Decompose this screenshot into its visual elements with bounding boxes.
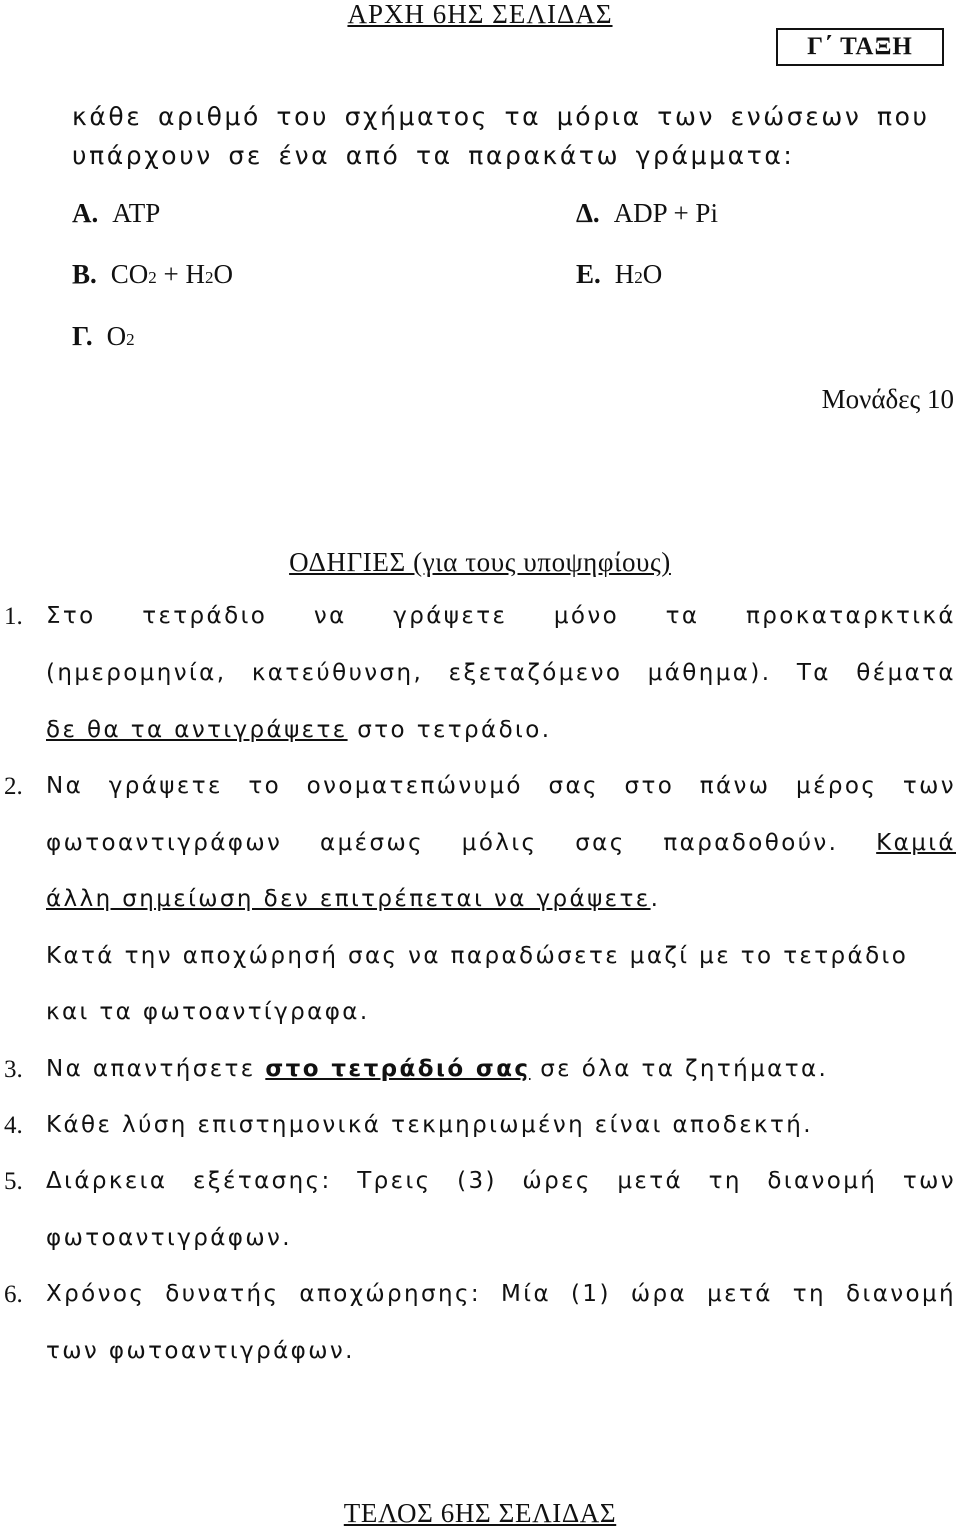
class-label-box: Γ΄ ΤΑΞΗ [776, 28, 944, 66]
instruction-5-line-2: φωτοαντιγράφων. [46, 1225, 292, 1251]
option-e-part: H [614, 259, 635, 289]
instruction-1-line-1: Στο τετράδιο να γράψετε μόνο τα προκαταρκτικά [46, 603, 956, 629]
instruction-3-line [46, 1056, 956, 1082]
instruction-1-number: 1. [4, 603, 23, 630]
option-e-letter: Ε. [576, 259, 601, 289]
option-e-sub: 2 [634, 268, 643, 287]
option-a [72, 198, 160, 229]
instruction-2-line-5: και τα φωτοαντίγραφα. [46, 999, 370, 1025]
option-b-letter: Β. [72, 259, 97, 289]
instruction-4-line: Κάθε λύση επιστημονικά τεκμηριωμένη είναι αποδεκτή. [46, 1112, 813, 1138]
instruction-2-line-1: Να γράψετε το ονοματεπώνυμό σας στο πάνω μέρος των [46, 773, 956, 799]
instruction-2-line-2-text: φωτοαντιγράφων αμέσως μόλις σας παραδοθούν. [46, 830, 877, 856]
option-d-letter: Δ. [576, 198, 600, 228]
option-e-part: O [642, 259, 663, 289]
option-b-sub: 2 [205, 268, 214, 287]
question-units: Μονάδες 10 [821, 384, 954, 414]
instruction-6-line-1: Χρόνος δυνατής αποχώρησης: Μία (1) ώρα μετά τη διανομή [46, 1281, 956, 1307]
instruction-3-bold-underlined: στο τετράδιό σας [265, 1056, 531, 1082]
instruction-6-line-2: των φωτοαντιγράφων. [46, 1338, 355, 1364]
option-c-sub: 2 [126, 330, 135, 349]
instruction-2-underlined-start: Καμιά [876, 830, 956, 856]
option-d [576, 198, 718, 229]
page-header-top: ΑΡΧΗ 6ΗΣ ΣΕΛΙΔΑΣ [347, 0, 613, 29]
option-c [72, 321, 135, 352]
instruction-2-line-3-rest: . [650, 886, 661, 912]
instruction-1-underlined: δε θα τα αντιγράψετε [46, 717, 348, 743]
option-c-part: O [106, 321, 127, 351]
instruction-1-line-2: (ημερομηνία, κατεύθυνση, εξεταζόμενο μάθημα). Τα θέματα [46, 660, 956, 686]
option-b [72, 259, 233, 290]
instruction-1-line-3-rest: στο τετράδιο. [347, 717, 552, 743]
instruction-2-line-4: Κατά την αποχώρησή σας να παραδώσετε μαζί με το τετράδιο [46, 943, 909, 969]
instruction-3-pre: Να απαντήσετε [46, 1056, 266, 1082]
option-c-letter: Γ. [72, 321, 93, 351]
instruction-5-number: 5. [4, 1168, 23, 1195]
instruction-6-number: 6. [4, 1281, 23, 1308]
instruction-1-line-3 [46, 717, 956, 743]
instruction-2-line-3 [46, 886, 956, 912]
option-e [576, 259, 662, 290]
option-a-text: ATP [112, 198, 161, 228]
option-b-part: O [213, 259, 234, 289]
instruction-2-underlined: άλλη σημείωση δεν επιτρέπεται να γράψετε [46, 886, 651, 912]
question-intro-line-1: κάθε αριθμό του σχήματος τα μόρια των ενώσεων που [72, 102, 930, 131]
question-intro-line-2: υπάρχουν σε ένα από τα παρακάτω γράμματα: [72, 141, 795, 170]
instruction-3-post: σε όλα τα ζητήματα. [530, 1056, 829, 1082]
option-b-part: CO [110, 259, 149, 289]
page-footer: ΤΕΛΟΣ 6ΗΣ ΣΕΛΙΔΑΣ [343, 1498, 617, 1528]
instruction-5-line-1: Διάρκεια εξέτασης: Τρεις (3) ώρες μετά τη διανομή των [46, 1168, 956, 1194]
instruction-2-number: 2. [4, 773, 23, 800]
option-b-sub: 2 [148, 268, 157, 287]
instruction-3-number: 3. [4, 1056, 23, 1083]
instruction-4-number: 4. [4, 1112, 23, 1139]
instruction-2-line-2 [46, 830, 956, 856]
instructions-title: ΟΔΗΓΙΕΣ (για τους υποψηφίους) [289, 547, 671, 577]
option-a-letter: Α. [72, 198, 99, 228]
option-b-part: + H [156, 259, 206, 289]
option-d-text: ADP + Pi [613, 198, 718, 228]
